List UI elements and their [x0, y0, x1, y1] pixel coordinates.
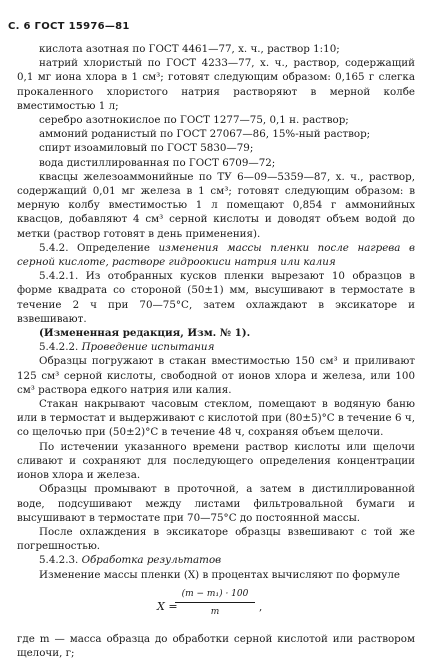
- formula-numerator: (m − m₁) · 100: [181, 588, 249, 599]
- section-title: изменения массы пленки после нагрева в серной кислоте, растворе гидроокиси натрия или калия: [17, 241, 415, 269]
- reagent-sodium-chloride: натрий хлористый по ГОСТ 4233—77, х. ч., раствор, содержащий 0,1 мг иона хлора в 1 см³; готовят следующим образом: 0,165 г слегка прокаленного хлористого натрия растворяют в мерной колбе вместимостью 1 л;: [17, 57, 415, 112]
- section-number: 5.4.2. Определение: [39, 241, 159, 254]
- document-body: [17, 42, 415, 660]
- test-step-drain: По истечении указанного времени раствор кислоты или щелочи сливают и сохраняют для последующего определения концентрации ионов хлора и железа.: [17, 440, 415, 482]
- test-step-immerse: Образцы погружают в стакан вместимостью 150 см³ и приливают 125 см³ серной кислоты, свободной от ионов хлора и железа, или 100 см³ раствора едкого натрия или калия.: [17, 355, 415, 396]
- section-5-4-2-3: [17, 553, 415, 567]
- page-header: С. 6 ГОСТ 15976—81: [8, 21, 130, 32]
- formula-denominator: m: [210, 606, 220, 617]
- formula-tail: ,: [259, 600, 263, 613]
- section-title: Обработка результатов: [81, 554, 222, 567]
- formula-lhs: X =: [157, 599, 178, 613]
- section-title: Проведение испытания: [81, 341, 215, 354]
- formula-fraction: [175, 587, 255, 619]
- test-step-weigh: После охлаждения в эксикаторе образцы взвешивают с той же погрешностью.: [17, 525, 415, 553]
- section-5-4-2-1: 5.4.2.1. Из отобранных кусков пленки вырезают 10 образцов в форме квадрата со стороной (50±1) мм, высушивают в термостате в течение 2 ч при 70—75°С, затем охлаждают в эксикаторе и взвешивают.: [17, 270, 415, 325]
- formula-intro: Изменение массы пленки (X) в процентах вычисляют по формуле: [39, 568, 400, 581]
- amendment-note: (Измененная редакция, Изм. № 1).: [39, 327, 251, 340]
- reagent-iron-alum: квасцы железоаммонийные по ТУ 6—09—5359—87, х. ч., раствор, содержащий 0,01 мг железа в 1 см³; готовят следующим образом: в мерную колбу вместимостью 1 л помещают 0,854 г аммонийных квасцов, добавляют 4 см³ серной кислоты и доводят объем водой до метки (раствор готовят в день применения).: [17, 170, 415, 240]
- reagent-distilled-water: вода дистиллированная по ГОСТ 6709—72;: [39, 156, 276, 169]
- reagent-silver-nitrate: серебро азотнокислое по ГОСТ 1277—75, 0,1 н. раствор;: [39, 114, 349, 127]
- reagent-isoamyl-alcohol: спирт изоамиловый по ГОСТ 5830—79;: [39, 142, 254, 155]
- section-number: 5.4.2.3.: [39, 554, 82, 567]
- formula-legend: где m — масса образца до обработки серной кислотой или раствором щелочи, г;: [17, 632, 415, 659]
- test-step-cover: Стакан накрывают часовым стеклом, помещают в водяную баню или в термостат и выдерживают с кислотой при (80±5)°С в течение 6 ч, со щелочью при (50±2)°С в течение 48 ч, сохраняя объем щелочи.: [17, 398, 415, 439]
- test-step-rinse: Образцы промывают в проточной, а затем в дистиллированной воде, подсушивают между листами фильтровальной бумаги и высушивают в термостате при 70—75°С до постоянной массы.: [17, 483, 415, 524]
- section-5-4-2-2: [17, 340, 415, 354]
- fraction-bar: [175, 602, 255, 603]
- section-5-4-2: [17, 241, 415, 269]
- reagent-ammonium-thiocyanate: аммоний роданистый по ГОСТ 27067—86, 15%-ный раствор;: [39, 128, 371, 141]
- section-number: 5.4.2.2.: [39, 341, 82, 354]
- reagent-nitric-acid: кислота азотная по ГОСТ 4461—77, х. ч., раствор 1:10;: [39, 43, 340, 55]
- mass-change-formula: [17, 586, 415, 630]
